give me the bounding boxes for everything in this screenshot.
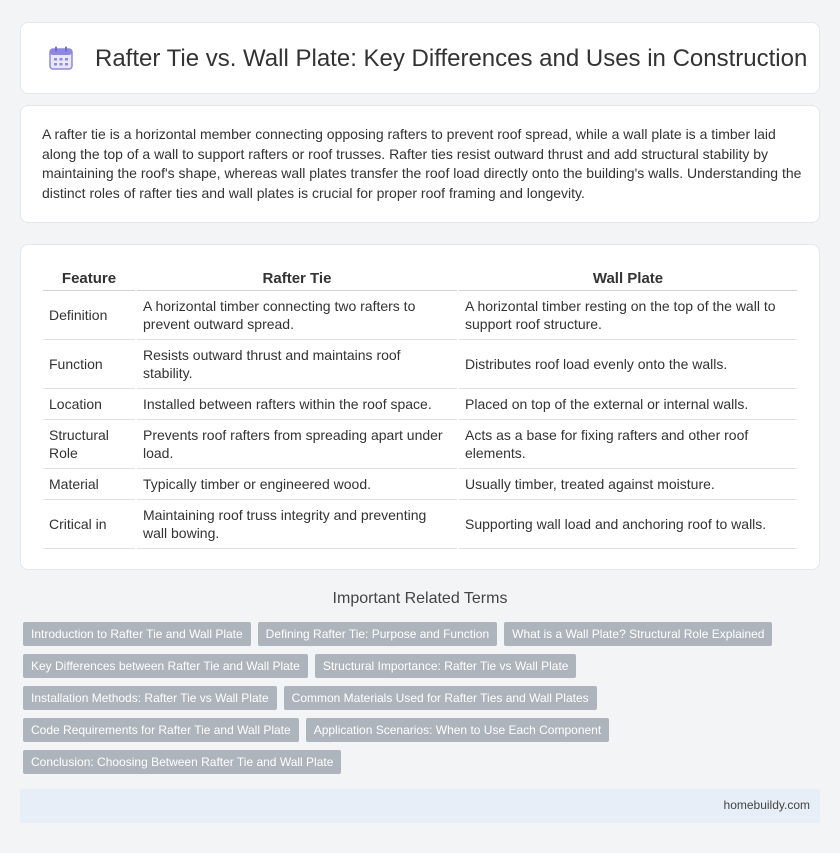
- wall-plate-cell: Placed on top of the external or internal walls.: [459, 389, 797, 420]
- table-row: [43, 500, 797, 549]
- column-header-rafter-tie: Rafter Tie: [137, 265, 457, 291]
- page-title: Rafter Tie vs. Wall Plate: Key Differences and Uses in Construction: [95, 45, 808, 72]
- table-row: [43, 469, 797, 500]
- related-terms-list: [23, 622, 803, 782]
- wall-plate-cell: Supporting wall load and anchoring roof to walls.: [459, 500, 797, 549]
- feature-cell: Structural Role: [43, 420, 135, 469]
- related-term-tag[interactable]: Installation Methods: Rafter Tie vs Wall Plate: [23, 686, 277, 710]
- comparison-table: [41, 265, 799, 549]
- feature-cell: Material: [43, 469, 135, 500]
- related-term-tag[interactable]: What is a Wall Plate? Structural Role Explained: [504, 622, 772, 646]
- footer-bar: [20, 789, 820, 823]
- feature-cell: Location: [43, 389, 135, 420]
- table-header-row: [43, 265, 797, 291]
- footer-site-link[interactable]: homebuildy.com: [723, 798, 810, 812]
- rafter-tie-cell: A horizontal timber connecting two rafters to prevent outward spread.: [137, 291, 457, 340]
- feature-cell: Critical in: [43, 500, 135, 549]
- wall-plate-cell: Acts as a base for fixing rafters and other roof elements.: [459, 420, 797, 469]
- related-term-tag[interactable]: Introduction to Rafter Tie and Wall Plate: [23, 622, 251, 646]
- related-term-tag[interactable]: Application Scenarios: When to Use Each Component: [306, 718, 610, 742]
- table-row: [43, 389, 797, 420]
- wall-plate-cell: Usually timber, treated against moisture.: [459, 469, 797, 500]
- related-term-tag[interactable]: Conclusion: Choosing Between Rafter Tie and Wall Plate: [23, 750, 341, 774]
- intro-paragraph: A rafter tie is a horizontal member connecting opposing rafters to prevent roof spread, while a wall plate is a timber laid along the top of a wall to support rafters or roof trusses. Rafter ties resist outward thrust and add structural stability by maintaining the roof's shape, whereas wall plates transfer the roof load directly onto the building's walls. Understanding the distinct roles of rafter ties and wall plates is crucial for proper roof framing and longevity.: [42, 126, 802, 201]
- related-terms-heading: Important Related Terms: [332, 590, 508, 607]
- rafter-tie-cell: Installed between rafters within the roof space.: [137, 389, 457, 420]
- rafter-tie-cell: Prevents roof rafters from spreading apart under load.: [137, 420, 457, 469]
- feature-cell: Definition: [43, 291, 135, 340]
- rafter-tie-cell: Typically timber or engineered wood.: [137, 469, 457, 500]
- related-term-tag[interactable]: Common Materials Used for Rafter Ties and Wall Plates: [284, 686, 597, 710]
- header-card: [20, 22, 820, 94]
- column-header-wall-plate: Wall Plate: [459, 265, 797, 291]
- wall-plate-cell: A horizontal timber resting on the top of the wall to support roof structure.: [459, 291, 797, 340]
- calendar-icon: [48, 45, 74, 71]
- table-row: [43, 291, 797, 340]
- related-term-tag[interactable]: Code Requirements for Rafter Tie and Wall Plate: [23, 718, 299, 742]
- related-term-tag[interactable]: Defining Rafter Tie: Purpose and Function: [258, 622, 497, 646]
- table-row: [43, 340, 797, 389]
- wall-plate-cell: Distributes roof load evenly onto the walls.: [459, 340, 797, 389]
- feature-cell: Function: [43, 340, 135, 389]
- intro-card: [20, 105, 820, 223]
- rafter-tie-cell: Resists outward thrust and maintains roof stability.: [137, 340, 457, 389]
- rafter-tie-cell: Maintaining roof truss integrity and preventing wall bowing.: [137, 500, 457, 549]
- related-term-tag[interactable]: Key Differences between Rafter Tie and Wall Plate: [23, 654, 308, 678]
- comparison-table-card: [20, 244, 820, 570]
- table-row: [43, 420, 797, 469]
- column-header-feature: Feature: [43, 265, 135, 291]
- related-term-tag[interactable]: Structural Importance: Rafter Tie vs Wall Plate: [315, 654, 577, 678]
